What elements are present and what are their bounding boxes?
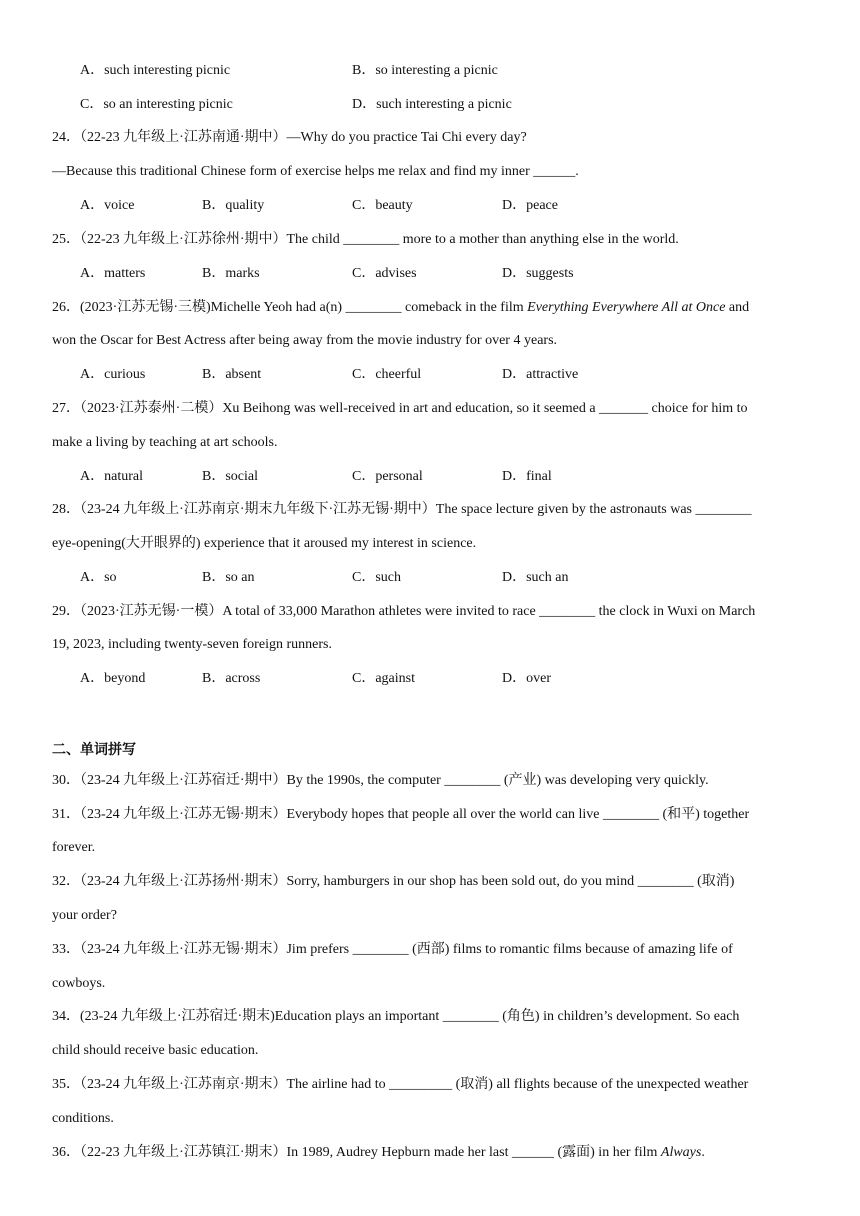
q28-option-d: D．such an (502, 570, 569, 585)
q29-option-b: B．across (202, 671, 261, 686)
q27-stem-line2: make a living by teaching at art schools. (52, 435, 278, 450)
q29-stem-line2: 19, 2023, including twenty-seven foreign runners. (52, 637, 332, 652)
q29-option-d: D．over (502, 671, 551, 686)
q24-option-b: B．quality (202, 198, 265, 213)
q23-option-c: C．so an interesting picnic (80, 97, 233, 112)
q34-stem-line1: 34．(23-24 九年级上·江苏宿迁·期末)Education plays an important ________ (角色) in children’s development. So each (52, 1009, 740, 1024)
q32-stem-line1: 32．（23-24 九年级上·江苏扬州·期末）Sorry, hamburgers in our shop has been sold out, do you mind ________ (取消) (52, 874, 735, 889)
q25-option-b: B．marks (202, 266, 260, 281)
q26-film-title: Everything Everywhere All at Once (527, 300, 726, 315)
q26-stem-line2: won the Oscar for Best Actress after being away from the movie industry for over 4 years. (52, 333, 558, 348)
q27-option-c: C．personal (352, 469, 423, 484)
q36-stem-line1 (52, 1144, 705, 1162)
q33-stem-line2: cowboys. (52, 976, 106, 991)
q28-stem-line1: 28．（23-24 九年级上·江苏南京·期末九年级下·江苏无锡·期中）The space lecture given by the astronauts was ________ (52, 502, 752, 517)
q36-stem-pre: 36．（22-23 九年级上·江苏镇江·期末）In 1989, Audrey Hepburn made her last ______ (露面) in her film (52, 1145, 661, 1160)
q36-film-title: Always (660, 1145, 702, 1160)
q25-option-a: A．matters (80, 266, 146, 281)
q26-stem-line1 (52, 299, 749, 317)
q26-option-a: A．curious (80, 367, 146, 382)
q26-option-b: B．absent (202, 367, 262, 382)
q28-option-c: C．such (352, 570, 401, 585)
q26-option-d: D．attractive (502, 367, 579, 382)
q36-stem-post: . (701, 1145, 705, 1160)
q29-option-a: A．beyond (80, 671, 146, 686)
q23-option-a: A．such interesting picnic (80, 63, 231, 78)
q24-option-c: C．beauty (352, 198, 413, 213)
q26-option-c: C．cheerful (352, 367, 422, 382)
q23-option-d: D．such interesting a picnic (352, 97, 512, 112)
q32-stem-line2: your order? (52, 908, 117, 923)
q27-option-b: B．social (202, 469, 258, 484)
q33-stem-line1: 33．（23-24 九年级上·江苏无锡·期末）Jim prefers ________ (西部) films to romantic films because of amazing life of (52, 942, 733, 957)
q31-stem-line2: forever. (52, 840, 96, 855)
q28-option-a: A．so (80, 570, 117, 585)
q23-option-b: B．so interesting a picnic (352, 63, 498, 78)
q24-stem-line1: 24．（22-23 九年级上·江苏南通·期中）—Why do you practice Tai Chi every day? (52, 130, 527, 145)
section-title-spelling: 二、单词拼写 (52, 743, 136, 758)
q30-stem-line1: 30．（23-24 九年级上·江苏宿迁·期中）By the 1990s, the computer ________ (产业) was developing very quickly. (52, 773, 709, 788)
q34-stem-line2: child should receive basic education. (52, 1043, 259, 1058)
q26-stem-pre: 26．(2023·江苏无锡·三模)Michelle Yeoh had a(n) ________ comeback in the film (52, 300, 528, 315)
q25-option-d: D．suggests (502, 266, 574, 281)
q27-option-a: A．natural (80, 469, 143, 484)
q24-option-a: A．voice (80, 198, 135, 213)
q24-stem-line2: —Because this traditional Chinese form of exercise helps me relax and find my inner ______. (52, 164, 579, 179)
q29-option-c: C．against (352, 671, 415, 686)
q31-stem-line1: 31．（23-24 九年级上·江苏无锡·期末）Everybody hopes that people all over the world can live ________ (和平) together (52, 807, 750, 822)
q27-stem-line1: 27．（2023·江苏泰州·二模）Xu Beihong was well-received in art and education, so it seemed a _______ choice for him to (52, 401, 748, 416)
q26-stem-post: and (725, 300, 750, 315)
q25-stem-line1: 25．（22-23 九年级上·江苏徐州·期中）The child ________ more to a mother than anything else in the world. (52, 232, 679, 247)
q27-option-d: D．final (502, 469, 552, 484)
q25-option-c: C．advises (352, 266, 417, 281)
q28-option-b: B．so an (202, 570, 255, 585)
q24-option-d: D．peace (502, 198, 558, 213)
q29-stem-line1: 29．（2023·江苏无锡·一模）A total of 33,000 Marathon athletes were invited to race ________ the clock in Wuxi on March (52, 604, 756, 619)
q35-stem-line2: conditions. (52, 1111, 114, 1126)
q35-stem-line1: 35．（23-24 九年级上·江苏南京·期末）The airline had to _________ (取消) all flights because of the unexpected weather (52, 1077, 749, 1092)
q28-stem-line2: eye-opening(大开眼界的) experience that it aroused my interest in science. (52, 536, 477, 551)
